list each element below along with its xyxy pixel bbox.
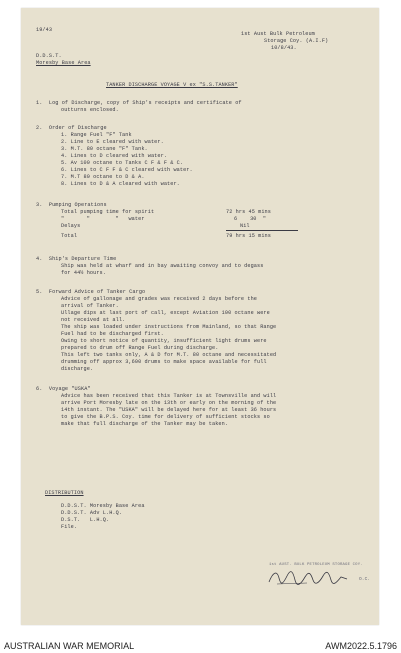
pumping-label: " " " water bbox=[61, 216, 145, 222]
item-5-line: Ullage dips at last port of call, except Aviation 100 octane were bbox=[61, 310, 270, 316]
item-2-heading: 2. Order of Discharge bbox=[36, 125, 107, 131]
item-5-line: Advice of gallonage and grades was received 2 days before the bbox=[61, 296, 257, 302]
distribution-heading: DISTRIBUTION bbox=[45, 490, 84, 496]
item-6-line: 14th instant. The "USKA" will be delayed here for at least 36 hours bbox=[61, 407, 277, 413]
reference-number: 19/43 bbox=[36, 27, 53, 33]
pumping-value: 79 hrs 15 mins bbox=[226, 233, 271, 239]
item-1-line-2: outturns enclosed. bbox=[61, 107, 119, 113]
item-5-line: This left two tanks only, A & D for M.T. 80 octane and necessitated bbox=[61, 352, 277, 358]
distribution-line: D.D.S.T. Moresby Base Area bbox=[61, 503, 145, 509]
addressee-location: Moresby Base Area bbox=[36, 60, 91, 66]
pumping-value: 6 30 " bbox=[234, 216, 267, 222]
item-5-line: prepared to drum off Range Fuel during discharge. bbox=[61, 345, 219, 351]
document-date: 10/8/43. bbox=[271, 45, 297, 51]
order-line: 3. M.T. 80 octane "F" Tank. bbox=[61, 146, 148, 152]
order-line: 5. Av 100 octane to Tanks C F & F & C. bbox=[61, 160, 184, 166]
officer-commanding-label: O.C. bbox=[359, 577, 371, 582]
item-5-line: drumming off approx 3,600 drums to make space available for full bbox=[61, 359, 267, 365]
order-line: 2. Line to E cleared with water. bbox=[61, 139, 164, 145]
addressee: D.D.S.T. bbox=[36, 53, 62, 59]
unit-name: 1st Aust Bulk Petroleum bbox=[241, 31, 315, 37]
item-6-heading: 6. Voyage "USKA" bbox=[36, 386, 91, 392]
item-4-heading: 4. Ship's Departure Time bbox=[36, 256, 117, 262]
item-6-line: to give the B.P.S. Coy. time for delivery of sufficient stocks so bbox=[61, 414, 270, 420]
handwritten-signature bbox=[267, 568, 359, 588]
archive-reference: AWM2022.5.1796 bbox=[325, 641, 397, 651]
pumping-label: Delays bbox=[61, 223, 81, 229]
item-6-line: Advice has been received that this Tanker is at Townsville and will bbox=[61, 393, 277, 399]
pumping-value: 72 hrs 45 mins bbox=[226, 209, 271, 215]
pumping-value: Nil bbox=[240, 223, 250, 229]
sum-rule bbox=[226, 230, 298, 231]
distribution-line: File. bbox=[61, 524, 78, 530]
item-6-line: arrive Port Moresby late on the 13th or early on the morning of the bbox=[61, 400, 277, 406]
document-sheet bbox=[21, 8, 379, 625]
item-5-line: Owing to short notice of quantity, insufficient light drums were bbox=[61, 338, 267, 344]
order-line: 1. Range Fuel "F" Tank bbox=[61, 132, 132, 138]
item-6-line: make that full discharge of the Tanker may be taken. bbox=[61, 421, 229, 427]
item-5-line: discharge. bbox=[61, 366, 94, 372]
item-5-line: The ship was loaded under instructions from Mainland, so that Range bbox=[61, 324, 277, 330]
pumping-label: Total bbox=[61, 233, 78, 239]
order-line: 6. Lines to C F F & C cleared with water. bbox=[61, 167, 193, 173]
item-5-heading: 5. Forward Advice of Tanker Cargo bbox=[36, 289, 146, 295]
unit-stamp: 1st AUST. BULK PETROLEUM STORAGE COY. bbox=[269, 563, 363, 567]
distribution-line: D.D.S.T. Adv L.H.Q. bbox=[61, 510, 123, 516]
item-4-line-1: Ship was held at wharf and in bay awaiting convoy and to degass bbox=[61, 263, 264, 269]
order-line: 4. Lines to D cleared with water. bbox=[61, 153, 168, 159]
item-1-line-1: 1. Log of Discharge, copy of Ship's receipts and certificate of bbox=[36, 100, 242, 106]
unit-name-line2: Storage Coy. (A.I.F) bbox=[264, 38, 329, 44]
item-5-line: not received at all. bbox=[61, 317, 126, 323]
order-line: 8. Lines to D & A cleared with water. bbox=[61, 181, 180, 187]
order-line: 7. M.T 80 octane to D & A. bbox=[61, 174, 145, 180]
item-3-heading: 3. Pumping Operations bbox=[36, 202, 107, 208]
item-4-line-2: for 44½ hours. bbox=[61, 270, 106, 276]
item-5-line: arrival of Tanker. bbox=[61, 303, 119, 309]
distribution-line: D.S.T. L.H.Q. bbox=[61, 517, 110, 523]
document-title: TANKER DISCHARGE VOYAGE V ex "S.S.TANKER" bbox=[106, 82, 238, 88]
archive-name: AUSTRALIAN WAR MEMORIAL bbox=[4, 641, 135, 651]
item-5-line: Fuel had to be discharged first. bbox=[61, 331, 164, 337]
archive-footer bbox=[0, 640, 401, 653]
pumping-label: Total pumping time for spirit bbox=[61, 209, 155, 215]
